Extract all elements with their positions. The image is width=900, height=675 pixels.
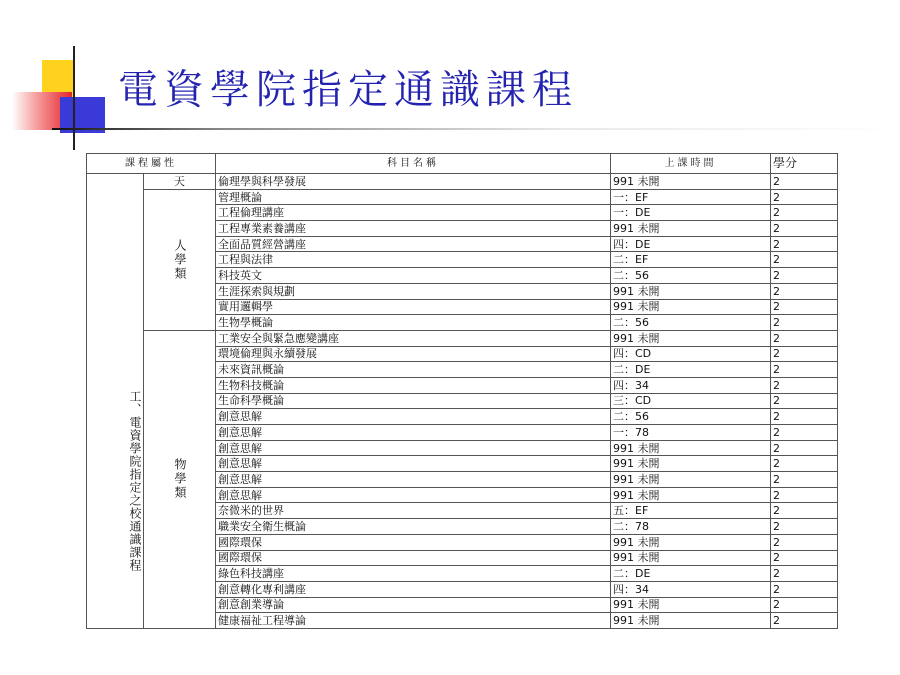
slide-title: 電資學院指定通識課程 bbox=[118, 67, 578, 113]
course-name-cell: 創意創業導論 bbox=[216, 597, 611, 613]
table-row bbox=[87, 330, 838, 346]
time-cell: 991 未開 bbox=[611, 440, 771, 456]
subgroup-label-cell: 天 bbox=[144, 174, 216, 190]
course-name-cell: 綠色科技講座 bbox=[216, 566, 611, 582]
time-cell: 二：56 bbox=[611, 409, 771, 425]
credit-cell: 2 bbox=[771, 346, 838, 362]
time-cell: 991 未開 bbox=[611, 472, 771, 488]
course-name-cell: 國際環保 bbox=[216, 534, 611, 550]
header-course-name: 科目名稱 bbox=[216, 154, 611, 174]
time-cell: 二：DE bbox=[611, 566, 771, 582]
course-name-cell: 創意思解 bbox=[216, 472, 611, 488]
header-time: 上課時間 bbox=[611, 154, 771, 174]
course-name-cell: 實用邏輯學 bbox=[216, 299, 611, 315]
time-cell: 四：DE bbox=[611, 236, 771, 252]
credit-cell: 2 bbox=[771, 315, 838, 331]
course-name-cell: 工程與法律 bbox=[216, 252, 611, 268]
course-name-cell: 生命科學概論 bbox=[216, 393, 611, 409]
course-name-cell: 創意轉化專利講座 bbox=[216, 581, 611, 597]
time-cell: 四：CD bbox=[611, 346, 771, 362]
header-category: 課程屬性 bbox=[87, 154, 216, 174]
course-name-cell: 職業安全衛生概論 bbox=[216, 519, 611, 535]
credit-cell: 2 bbox=[771, 299, 838, 315]
time-cell: 991 未開 bbox=[611, 456, 771, 472]
credit-cell: 2 bbox=[771, 440, 838, 456]
time-cell: 一：EF bbox=[611, 189, 771, 205]
course-name-cell: 創意思解 bbox=[216, 425, 611, 441]
time-cell: 二：56 bbox=[611, 315, 771, 331]
course-name-cell: 生物學概論 bbox=[216, 315, 611, 331]
course-name-cell: 管理概論 bbox=[216, 189, 611, 205]
table-row bbox=[87, 189, 838, 205]
credit-cell: 2 bbox=[771, 362, 838, 378]
credit-cell: 2 bbox=[771, 613, 838, 629]
credit-cell: 2 bbox=[771, 519, 838, 535]
time-cell: 991 未開 bbox=[611, 613, 771, 629]
course-name-cell: 工業安全與緊急應變講座 bbox=[216, 330, 611, 346]
course-name-cell: 全面品質經營講座 bbox=[216, 236, 611, 252]
course-name-cell: 環境倫理與永續發展 bbox=[216, 346, 611, 362]
time-cell: 二：78 bbox=[611, 519, 771, 535]
time-cell: 991 未開 bbox=[611, 283, 771, 299]
table-body bbox=[87, 174, 838, 629]
time-cell: 991 未開 bbox=[611, 221, 771, 237]
table-row bbox=[87, 174, 838, 190]
time-cell: 991 未開 bbox=[611, 487, 771, 503]
course-name-cell: 生物科技概論 bbox=[216, 377, 611, 393]
time-cell: 一：DE bbox=[611, 205, 771, 221]
table-header-row bbox=[87, 154, 838, 174]
time-cell: 二：DE bbox=[611, 362, 771, 378]
decor-horizontal-line bbox=[52, 128, 900, 130]
course-name-cell: 工程倫理講座 bbox=[216, 205, 611, 221]
course-name-cell: 創意思解 bbox=[216, 440, 611, 456]
credit-cell: 2 bbox=[771, 330, 838, 346]
course-name-cell: 創意思解 bbox=[216, 456, 611, 472]
credit-cell: 2 bbox=[771, 409, 838, 425]
course-name-cell: 創意思解 bbox=[216, 487, 611, 503]
header-credit: 學分 bbox=[771, 154, 838, 174]
credit-cell: 2 bbox=[771, 268, 838, 284]
time-cell: 二：EF bbox=[611, 252, 771, 268]
time-cell: 四：34 bbox=[611, 377, 771, 393]
credit-cell: 2 bbox=[771, 503, 838, 519]
decor-vertical-line bbox=[73, 46, 75, 150]
credit-cell: 2 bbox=[771, 534, 838, 550]
subgroup-label-cell: 物學類 bbox=[144, 330, 216, 628]
course-name-cell: 生涯探索與規劃 bbox=[216, 283, 611, 299]
time-cell: 991 未開 bbox=[611, 550, 771, 566]
time-cell: 三：CD bbox=[611, 393, 771, 409]
course-name-cell: 奈微米的世界 bbox=[216, 503, 611, 519]
credit-cell: 2 bbox=[771, 550, 838, 566]
course-name-cell: 國際環保 bbox=[216, 550, 611, 566]
subgroup-label-cell: 人學類 bbox=[144, 189, 216, 330]
credit-cell: 2 bbox=[771, 487, 838, 503]
time-cell: 991 未開 bbox=[611, 299, 771, 315]
credit-cell: 2 bbox=[771, 189, 838, 205]
course-name-cell: 工程專業素養講座 bbox=[216, 221, 611, 237]
time-cell: 991 未開 bbox=[611, 174, 771, 190]
credit-cell: 2 bbox=[771, 377, 838, 393]
course-name-cell: 倫理學與科學發展 bbox=[216, 174, 611, 190]
credit-cell: 2 bbox=[771, 236, 838, 252]
group-label-cell: 工、電資學院指定之校通識課程 bbox=[87, 174, 144, 629]
course-table bbox=[86, 153, 838, 629]
credit-cell: 2 bbox=[771, 566, 838, 582]
time-cell: 991 未開 bbox=[611, 534, 771, 550]
credit-cell: 2 bbox=[771, 252, 838, 268]
time-cell: 991 未開 bbox=[611, 330, 771, 346]
credit-cell: 2 bbox=[771, 283, 838, 299]
credit-cell: 2 bbox=[771, 174, 838, 190]
time-cell: 四：34 bbox=[611, 581, 771, 597]
credit-cell: 2 bbox=[771, 597, 838, 613]
course-name-cell: 科技英文 bbox=[216, 268, 611, 284]
credit-cell: 2 bbox=[771, 581, 838, 597]
credit-cell: 2 bbox=[771, 221, 838, 237]
course-name-cell: 健康福祉工程導論 bbox=[216, 613, 611, 629]
credit-cell: 2 bbox=[771, 456, 838, 472]
credit-cell: 2 bbox=[771, 425, 838, 441]
credit-cell: 2 bbox=[771, 205, 838, 221]
credit-cell: 2 bbox=[771, 472, 838, 488]
time-cell: 991 未開 bbox=[611, 597, 771, 613]
time-cell: 一：78 bbox=[611, 425, 771, 441]
time-cell: 二：56 bbox=[611, 268, 771, 284]
time-cell: 五：EF bbox=[611, 503, 771, 519]
course-name-cell: 未來資訊概論 bbox=[216, 362, 611, 378]
course-name-cell: 創意思解 bbox=[216, 409, 611, 425]
credit-cell: 2 bbox=[771, 393, 838, 409]
